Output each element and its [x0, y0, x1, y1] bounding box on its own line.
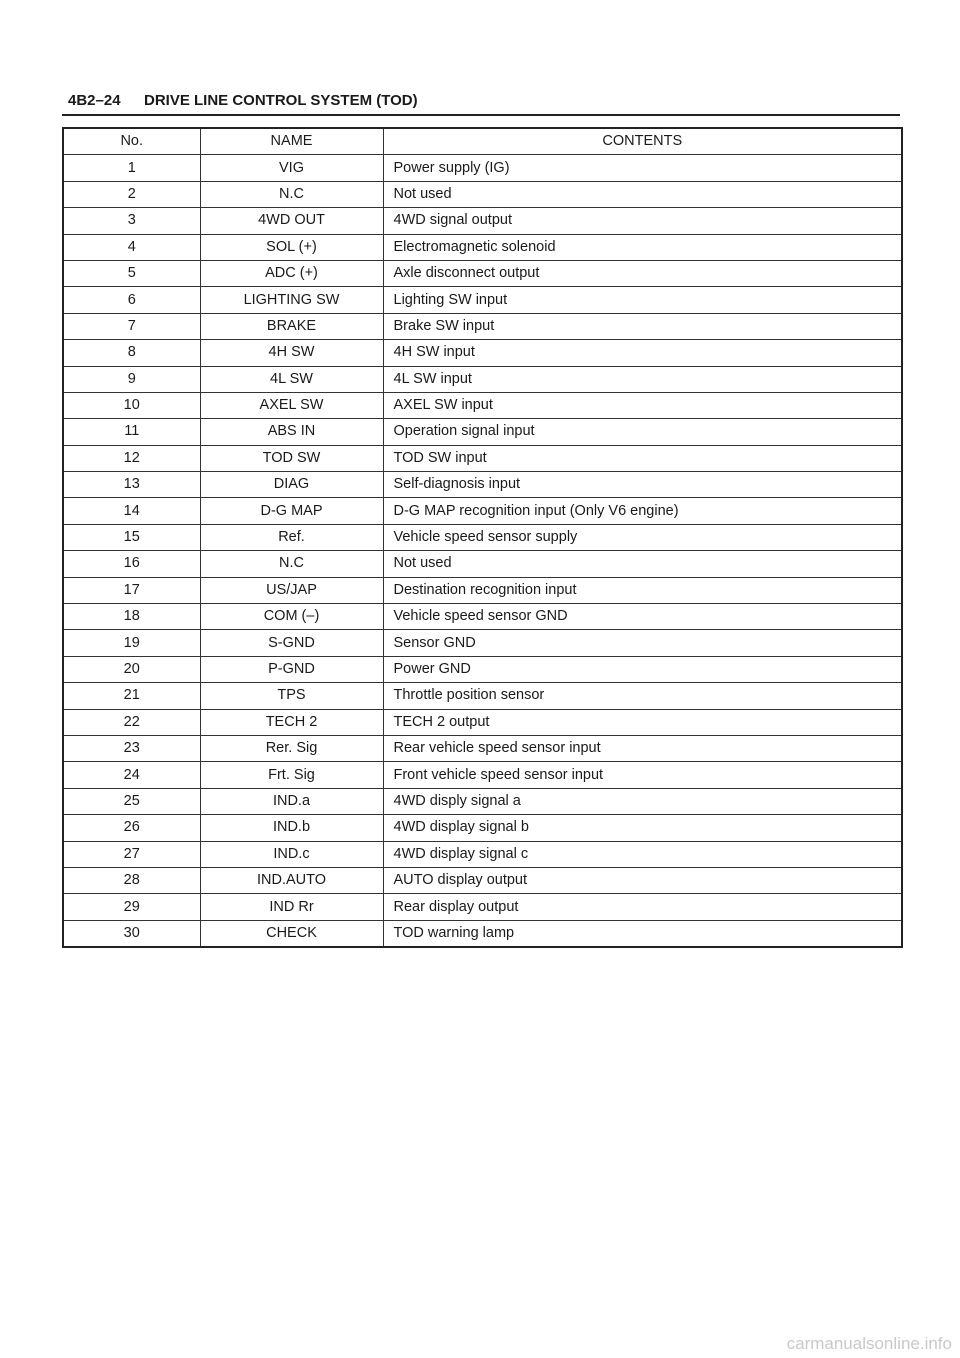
cell-contents: Lighting SW input [383, 287, 902, 313]
cell-contents: Throttle position sensor [383, 683, 902, 709]
table-row [63, 392, 902, 418]
cell-no: 21 [63, 683, 200, 709]
cell-contents: AUTO display output [383, 867, 902, 893]
cell-contents: D-G MAP recognition input (Only V6 engine) [383, 498, 902, 524]
table-row [63, 472, 902, 498]
cell-contents: Self-diagnosis input [383, 472, 902, 498]
table-row [63, 709, 902, 735]
cell-no: 8 [63, 340, 200, 366]
cell-name: P-GND [200, 656, 383, 682]
cell-name: COM (–) [200, 604, 383, 630]
table-row [63, 656, 902, 682]
table-row [63, 340, 902, 366]
cell-no: 26 [63, 815, 200, 841]
cell-no: 17 [63, 577, 200, 603]
cell-name: Rer. Sig [200, 735, 383, 761]
cell-contents: Brake SW input [383, 313, 902, 339]
cell-no: 13 [63, 472, 200, 498]
cell-name: N.C [200, 181, 383, 207]
cell-no: 3 [63, 208, 200, 234]
cell-no: 24 [63, 762, 200, 788]
table-row [63, 604, 902, 630]
cell-no: 16 [63, 551, 200, 577]
table-row [63, 234, 902, 260]
cell-contents: Power supply (IG) [383, 155, 902, 181]
cell-name: ABS IN [200, 419, 383, 445]
cell-name: DIAG [200, 472, 383, 498]
cell-name: LIGHTING SW [200, 287, 383, 313]
cell-name: D-G MAP [200, 498, 383, 524]
cell-no: 19 [63, 630, 200, 656]
cell-no: 27 [63, 841, 200, 867]
cell-contents: TOD SW input [383, 445, 902, 471]
cell-contents: Rear vehicle speed sensor input [383, 735, 902, 761]
cell-name: IND.c [200, 841, 383, 867]
cell-contents: 4WD display signal c [383, 841, 902, 867]
table-row [63, 841, 902, 867]
cell-contents: Front vehicle speed sensor input [383, 762, 902, 788]
cell-name: S-GND [200, 630, 383, 656]
cell-name: IND.AUTO [200, 867, 383, 893]
cell-no: 7 [63, 313, 200, 339]
cell-contents: 4H SW input [383, 340, 902, 366]
cell-contents: 4WD signal output [383, 208, 902, 234]
cell-contents: 4L SW input [383, 366, 902, 392]
cell-name: TOD SW [200, 445, 383, 471]
cell-no: 30 [63, 920, 200, 947]
cell-contents: Axle disconnect output [383, 260, 902, 286]
cell-no: 10 [63, 392, 200, 418]
cell-name: SOL (+) [200, 234, 383, 260]
cell-no: 1 [63, 155, 200, 181]
table-row [63, 630, 902, 656]
table-row [63, 155, 902, 181]
cell-contents: AXEL SW input [383, 392, 902, 418]
cell-contents: Vehicle speed sensor GND [383, 604, 902, 630]
cell-name: IND Rr [200, 894, 383, 920]
cell-no: 4 [63, 234, 200, 260]
cell-no: 14 [63, 498, 200, 524]
column-header-no: No. [63, 128, 200, 155]
cell-contents: Sensor GND [383, 630, 902, 656]
cell-name: Frt. Sig [200, 762, 383, 788]
cell-no: 11 [63, 419, 200, 445]
cell-name: VIG [200, 155, 383, 181]
table-row [63, 445, 902, 471]
cell-contents: TOD warning lamp [383, 920, 902, 947]
cell-name: CHECK [200, 920, 383, 947]
table-row [63, 815, 902, 841]
cell-contents: 4WD disply signal a [383, 788, 902, 814]
cell-no: 2 [63, 181, 200, 207]
cell-name: IND.b [200, 815, 383, 841]
cell-no: 23 [63, 735, 200, 761]
table-row [63, 208, 902, 234]
cell-contents: Not used [383, 181, 902, 207]
cell-name: 4L SW [200, 366, 383, 392]
table-row [63, 498, 902, 524]
cell-contents: Operation signal input [383, 419, 902, 445]
cell-name: 4H SW [200, 340, 383, 366]
column-header-contents: CONTENTS [383, 128, 902, 155]
table-row [63, 260, 902, 286]
cell-no: 9 [63, 366, 200, 392]
cell-contents: Electromagnetic solenoid [383, 234, 902, 260]
page-code: 4B2–24 [68, 92, 121, 109]
column-header-name: NAME [200, 128, 383, 155]
cell-no: 29 [63, 894, 200, 920]
table-row [63, 419, 902, 445]
cell-contents: TECH 2 output [383, 709, 902, 735]
cell-no: 28 [63, 867, 200, 893]
table-row [63, 683, 902, 709]
table-row [63, 735, 902, 761]
cell-contents: Destination recognition input [383, 577, 902, 603]
table-row [63, 313, 902, 339]
watermark: carmanualsonline.info [786, 1334, 952, 1353]
table-row [63, 524, 902, 550]
table-row [63, 577, 902, 603]
table-row [63, 181, 902, 207]
table-row [63, 366, 902, 392]
table-header-row [63, 128, 902, 155]
cell-contents: Not used [383, 551, 902, 577]
cell-name: IND.a [200, 788, 383, 814]
table-row [63, 287, 902, 313]
cell-name: AXEL SW [200, 392, 383, 418]
cell-name: TPS [200, 683, 383, 709]
cell-name: TECH 2 [200, 709, 383, 735]
table-row [63, 762, 902, 788]
cell-no: 15 [63, 524, 200, 550]
cell-name: ADC (+) [200, 260, 383, 286]
cell-name: 4WD OUT [200, 208, 383, 234]
cell-no: 20 [63, 656, 200, 682]
table-row [63, 551, 902, 577]
table-row [63, 920, 902, 947]
page-title: DRIVE LINE CONTROL SYSTEM (TOD) [144, 92, 418, 109]
cell-no: 12 [63, 445, 200, 471]
cell-contents: 4WD display signal b [383, 815, 902, 841]
page-header [62, 92, 900, 116]
cell-contents: Rear display output [383, 894, 902, 920]
cell-name: BRAKE [200, 313, 383, 339]
table-row [63, 867, 902, 893]
terminal-table [62, 127, 903, 948]
cell-no: 5 [63, 260, 200, 286]
cell-no: 22 [63, 709, 200, 735]
table-row [63, 788, 902, 814]
cell-contents: Vehicle speed sensor supply [383, 524, 902, 550]
table-body [63, 155, 902, 947]
cell-no: 25 [63, 788, 200, 814]
cell-contents: Power GND [383, 656, 902, 682]
cell-no: 18 [63, 604, 200, 630]
cell-no: 6 [63, 287, 200, 313]
table-row [63, 894, 902, 920]
cell-name: Ref. [200, 524, 383, 550]
cell-name: US/JAP [200, 577, 383, 603]
cell-name: N.C [200, 551, 383, 577]
